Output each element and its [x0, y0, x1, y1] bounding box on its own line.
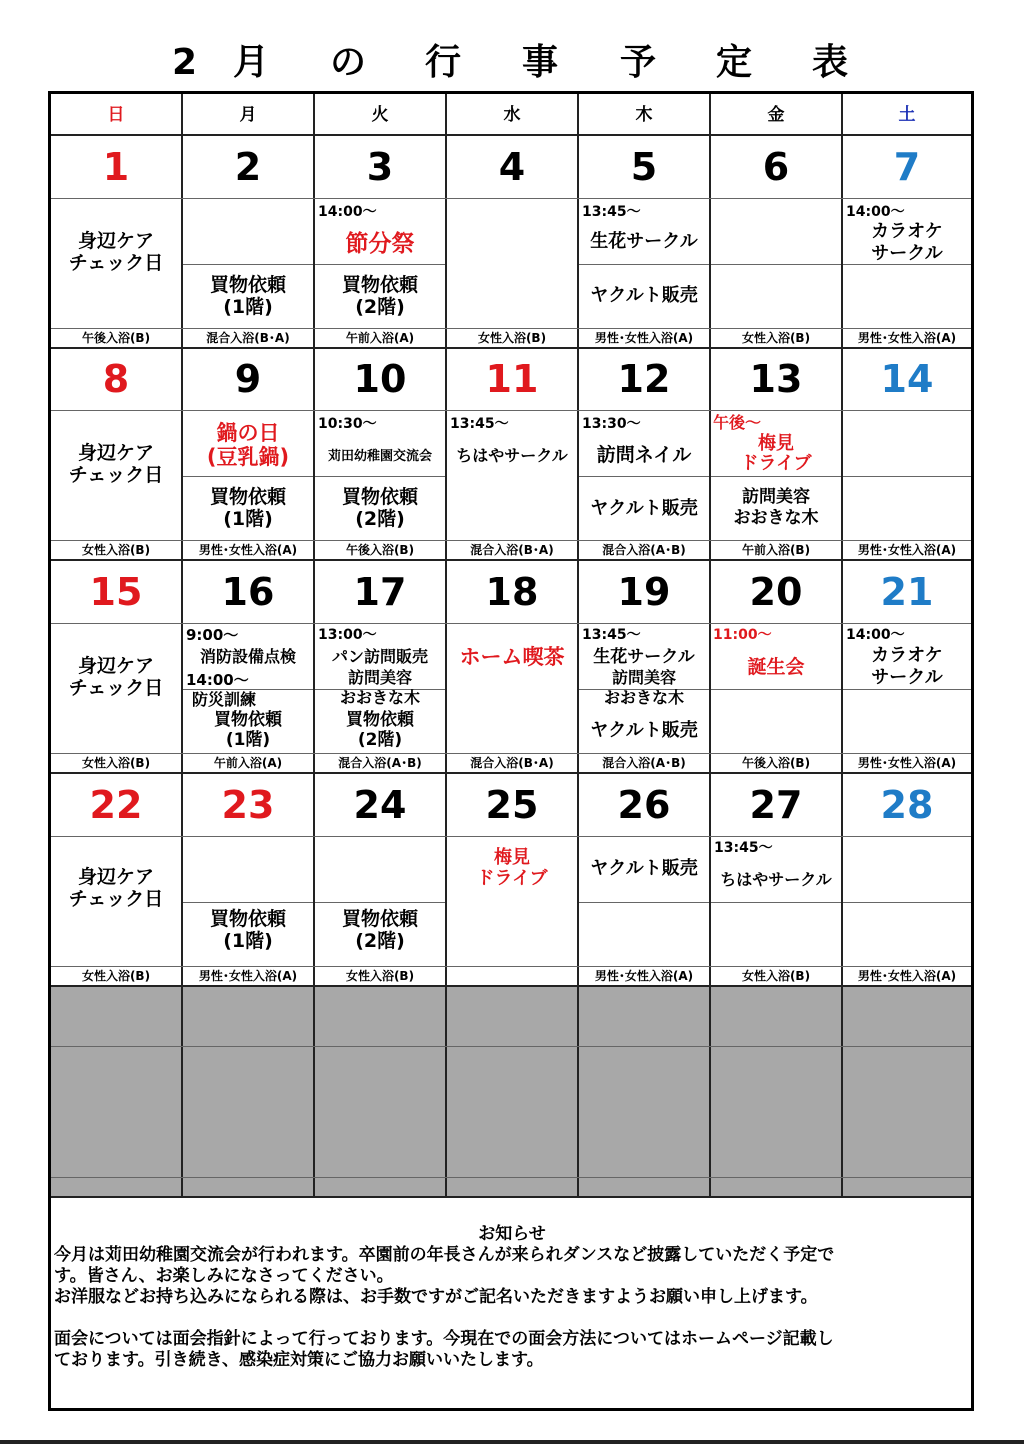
day-number: 11 [485, 357, 539, 401]
title-char: 2 [172, 42, 198, 83]
event-time: 13:45～ [450, 416, 509, 432]
bath-schedule: 混合入浴(A･B) [338, 756, 422, 770]
bath-schedule: 男性･女性入浴(A) [198, 543, 298, 557]
shopping-1f [183, 486, 313, 530]
day-number: 23 [221, 783, 275, 827]
bath-schedule: 午後入浴(B) [741, 756, 811, 770]
page-title [0, 38, 1024, 94]
row-divider [51, 198, 971, 199]
cell-divider [843, 902, 971, 903]
shopping-label: 買物依頼 [341, 274, 418, 296]
row-divider [51, 623, 971, 624]
day-number: 22 [89, 783, 143, 827]
event-time: 14:00～ [318, 204, 377, 220]
bath-schedule: 午前入浴(A) [213, 756, 283, 770]
day-number: 24 [353, 783, 407, 827]
title-char: 行 [425, 42, 462, 83]
page-bottom-rule [0, 1440, 1024, 1444]
shopping-floor: (1階) [223, 930, 273, 952]
event-plum-drive [711, 434, 841, 474]
day-number: 9 [234, 357, 262, 401]
care-label: チェック日 [68, 464, 164, 486]
bath-schedule: 男性･女性入浴(A) [198, 969, 298, 983]
shopping-floor: (1階) [223, 508, 273, 530]
plum-label: ドライブ [476, 868, 548, 889]
cell-divider [711, 902, 841, 903]
notice-line: す。皆さん、お楽しみになさってください。 [54, 1266, 394, 1286]
event-yakult: ヤクルト販売 [590, 285, 698, 306]
bath-schedule: 女性入浴(B) [81, 969, 151, 983]
day-number: 17 [353, 570, 407, 614]
care-label: チェック日 [68, 888, 164, 910]
day-number: 1 [102, 145, 130, 189]
shopping-floor: (2階) [355, 296, 405, 318]
shopping-floor: (2階) [355, 508, 405, 530]
event-setsubun: 節分祭 [345, 231, 415, 257]
day-number: 2 [234, 145, 262, 189]
shopping-1f [183, 710, 313, 750]
title-char: 予 [620, 42, 657, 83]
event-time: 11:00～ [713, 627, 772, 643]
event-time: 午後～ [713, 413, 762, 432]
event-ikebana: 生花サークル [593, 647, 695, 667]
shopping-2f [315, 710, 445, 750]
shopping-label: 買物依頼 [346, 710, 414, 730]
cell-divider [315, 902, 445, 903]
day-number: 18 [485, 570, 539, 614]
cell-divider [579, 476, 709, 477]
plum-label: 梅見 [758, 433, 794, 454]
shopping-floor: (2階) [355, 930, 405, 952]
day-number: 19 [617, 570, 671, 614]
event-fire-inspection: 消防設備点検 [199, 647, 296, 666]
karaoke-label: カラオケ [871, 221, 943, 242]
event-nail: 訪問ネイル [596, 444, 692, 466]
care-label: 身辺ケア [77, 230, 154, 252]
care-check [51, 230, 181, 274]
bath-schedule: 混合入浴(B･A) [470, 756, 554, 770]
bath-schedule: 混合入浴(A･B) [602, 543, 686, 557]
bath-schedule: 女性入浴(B) [741, 969, 811, 983]
title-char: 事 [522, 42, 559, 83]
day-number: 3 [366, 145, 394, 189]
day-number: 6 [762, 145, 790, 189]
bath-schedule: 男性･女性入浴(A) [857, 969, 957, 983]
cell-divider [579, 264, 709, 265]
bath-schedule: 男性･女性入浴(A) [857, 543, 957, 557]
cell-divider [711, 264, 841, 265]
notice-line: 今月は苅田幼稚園交流会が行われます。卒園前の年長さんが来られダンスなど披露していただく予定で [54, 1245, 835, 1265]
weekday-wed: 水 [503, 105, 521, 125]
beauty-label: 訪問美容 [347, 668, 412, 687]
event-time: 13:00～ [318, 627, 377, 643]
beauty-label: おおきな木 [339, 688, 420, 707]
bath-schedule: 午前入浴(B) [741, 543, 811, 557]
day-number: 27 [749, 783, 803, 827]
day-number: 4 [498, 145, 526, 189]
bath-schedule: 女性入浴(B) [81, 756, 151, 770]
care-label: 身辺ケア [77, 866, 154, 888]
cell-divider [183, 902, 313, 903]
column-divider [709, 94, 711, 1198]
event-time: 13:45～ [582, 204, 641, 220]
title-char: 月 [233, 42, 270, 83]
beauty-label: おおきな木 [733, 508, 819, 528]
event-time: 14:00～ [846, 204, 905, 220]
event-beauty [711, 487, 841, 529]
row-divider [51, 1046, 971, 1047]
shopping-label: 買物依頼 [209, 486, 286, 508]
plum-label: 梅見 [494, 847, 530, 868]
event-time: 14:00～ [186, 671, 249, 689]
day-number: 25 [485, 783, 539, 827]
shopping-floor: (2階) [357, 730, 403, 750]
day-number: 8 [102, 357, 130, 401]
row-divider [51, 836, 971, 837]
care-label: 身辺ケア [77, 655, 154, 677]
nabe-label: (豆乳鍋) [206, 445, 290, 469]
cell-divider [183, 264, 313, 265]
bath-schedule: 男性･女性入浴(A) [857, 331, 957, 345]
day-number: 26 [617, 783, 671, 827]
bath-schedule: 女性入浴(B) [345, 969, 415, 983]
event-beauty [315, 668, 445, 708]
day-number: 12 [617, 357, 671, 401]
cell-divider [315, 264, 445, 265]
care-label: 身辺ケア [77, 442, 154, 464]
notice-line: 面会については面会指針によって行っております。今現在での面会方法についてはホームページ記載し [54, 1329, 834, 1349]
bath-schedule: 男性･女性入浴(A) [594, 969, 694, 983]
shopping-label: 買物依頼 [341, 486, 418, 508]
notice-line: お洋服などお持ち込みになられる際は、お手数ですがご記名いただきますようお願い申し上げます。 [54, 1287, 818, 1307]
karaoke-label: サークル [871, 667, 943, 688]
bath-schedule: 女性入浴(B) [477, 331, 547, 345]
bath-schedule: 午後入浴(B) [345, 543, 415, 557]
plum-label: ドライブ [740, 453, 812, 474]
cell-divider [711, 476, 841, 477]
shopping-1f [183, 274, 313, 318]
beauty-label: 訪問美容 [742, 487, 810, 507]
day-number: 20 [749, 570, 803, 614]
event-beauty [579, 668, 709, 708]
notice-line: ております。引き続き、感染症対策にご協力お願いいたします。 [54, 1350, 544, 1370]
weekday-tue: 火 [371, 105, 389, 125]
care-check [51, 655, 181, 699]
weekday-mon: 月 [239, 105, 257, 125]
day-number: 16 [221, 570, 275, 614]
bath-schedule: 混合入浴(A･B) [602, 756, 686, 770]
cell-divider [711, 689, 841, 690]
unused-rows [51, 985, 971, 1197]
karaoke-label: サークル [871, 243, 943, 264]
event-time: 10:30～ [318, 416, 377, 432]
event-time: 9:00～ [186, 626, 239, 644]
shopping-label: 買物依頼 [209, 908, 286, 930]
karaoke-label: カラオケ [871, 645, 943, 666]
cell-divider [183, 476, 313, 477]
shopping-label: 買物依頼 [214, 710, 282, 730]
cell-divider [843, 689, 971, 690]
event-karaoke [843, 221, 971, 265]
row-divider [51, 410, 971, 411]
care-label: チェック日 [68, 677, 164, 699]
day-number: 13 [749, 357, 803, 401]
event-time: 13:45～ [582, 627, 641, 643]
event-ikebana: 生花サークル [590, 231, 698, 252]
event-yakult: ヤクルト販売 [590, 498, 698, 519]
cell-divider [843, 476, 971, 477]
bath-schedule: 男性･女性入浴(A) [594, 331, 694, 345]
title-char: の [330, 42, 367, 83]
event-nabe [183, 421, 313, 469]
row-divider [51, 985, 971, 987]
event-yakult: ヤクルト販売 [590, 720, 698, 741]
event-birthday: 誕生会 [747, 656, 805, 678]
event-time: 13:45～ [714, 840, 773, 856]
row-divider [51, 1177, 971, 1178]
weekday-thu: 木 [635, 105, 653, 125]
event-cafe: ホーム喫茶 [459, 645, 565, 669]
row-divider [51, 1196, 971, 1198]
day-number: 10 [353, 357, 407, 401]
nabe-label: 鍋の日 [216, 421, 280, 445]
day-number: 15 [89, 570, 143, 614]
weekday-fri: 金 [767, 105, 785, 125]
event-chihaya: ちはやサークル [720, 870, 832, 889]
event-chihaya: ちはやサークル [456, 446, 568, 465]
weekday-sat: 土 [898, 105, 916, 125]
shopping-2f [315, 486, 445, 530]
shopping-1f [183, 908, 313, 952]
event-karaoke [843, 645, 971, 689]
care-label: チェック日 [68, 252, 164, 274]
event-time: 14:00～ [846, 627, 905, 643]
shopping-2f [315, 274, 445, 318]
notice-box [54, 1224, 970, 1371]
cell-divider [315, 476, 445, 477]
event-yakult: ヤクルト販売 [590, 858, 698, 879]
bath-schedule: 女性入浴(B) [81, 543, 151, 557]
event-time: 13:30～ [582, 416, 641, 432]
day-number: 5 [630, 145, 658, 189]
day-number: 28 [880, 783, 934, 827]
event-plum-drive [447, 847, 577, 889]
notice-heading: お知らせ [478, 1224, 546, 1244]
title-char: 定 [716, 42, 753, 83]
beauty-label: 訪問美容 [611, 668, 676, 687]
event-drill: 防災訓練 [192, 690, 257, 709]
care-check [51, 866, 181, 910]
shopping-floor: (1階) [223, 296, 273, 318]
bath-schedule: 混合入浴(B･A) [470, 543, 554, 557]
bath-schedule [447, 967, 577, 985]
day-number: 21 [880, 570, 934, 614]
bath-schedule: 午後入浴(B) [81, 331, 151, 345]
bath-schedule: 女性入浴(B) [741, 331, 811, 345]
day-number: 14 [880, 357, 934, 401]
day-number: 7 [893, 145, 921, 189]
event-kindergarten: 苅田幼稚園交流会 [327, 449, 432, 464]
event-bread: パン訪問販売 [331, 647, 428, 666]
bath-schedule: 混合入浴(B･A) [206, 331, 290, 345]
beauty-label: おおきな木 [603, 688, 684, 707]
shopping-label: 買物依頼 [341, 908, 418, 930]
shopping-2f [315, 908, 445, 952]
care-check [51, 442, 181, 486]
shopping-floor: (1階) [225, 730, 271, 750]
notice-spacer [54, 1308, 970, 1329]
shopping-label: 買物依頼 [209, 274, 286, 296]
weekday-sun: 日 [107, 105, 125, 125]
bath-schedule: 午前入浴(A) [345, 331, 415, 345]
title-char: 表 [812, 42, 849, 83]
cell-divider [579, 902, 709, 903]
bath-schedule: 男性･女性入浴(A) [857, 756, 957, 770]
